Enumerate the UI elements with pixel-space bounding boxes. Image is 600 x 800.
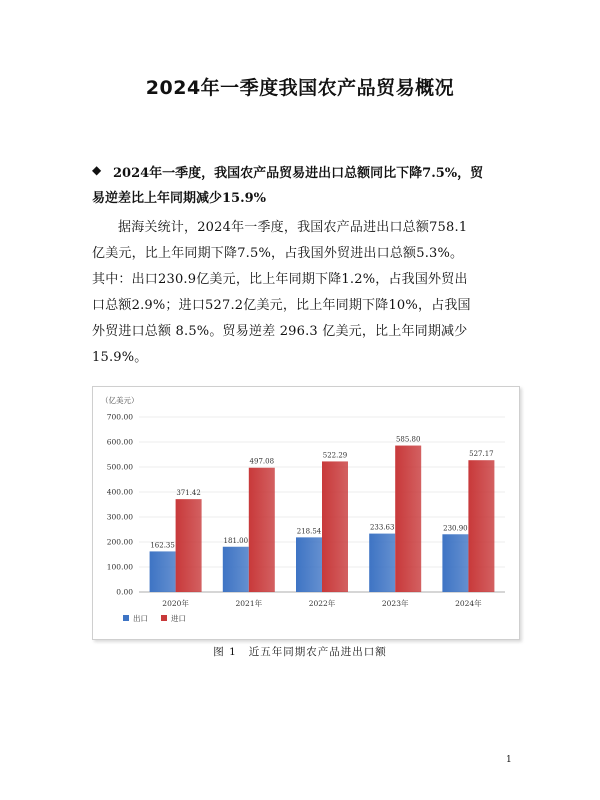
import-value-label: 527.17 bbox=[469, 450, 494, 459]
import-value-label: 522.29 bbox=[322, 451, 348, 460]
body-paragraph bbox=[92, 215, 516, 371]
export-value-label: 230.90 bbox=[443, 524, 468, 533]
import-bar bbox=[468, 460, 494, 592]
export-bar bbox=[442, 534, 468, 592]
section-heading bbox=[92, 161, 513, 211]
import-bar bbox=[395, 446, 421, 592]
y-tick-label: 600.00 bbox=[106, 437, 133, 447]
paragraph-line: 15.9%。 bbox=[92, 350, 148, 365]
figure-label: 图 1 bbox=[213, 646, 237, 658]
import-bar bbox=[322, 461, 348, 592]
export-value-label: 162.35 bbox=[150, 541, 175, 550]
y-tick-label: 700.00 bbox=[106, 412, 133, 422]
legend-label: 出口 bbox=[133, 614, 148, 623]
export-value-label: 233.63 bbox=[369, 523, 395, 532]
import-bar bbox=[249, 468, 275, 592]
paragraph-line: 其中：出口230.9亿美元，比上年同期下降1.2%，占我国外贸出 bbox=[92, 272, 468, 287]
legend-label: 进口 bbox=[171, 614, 186, 623]
section-heading-line-1: 2024年一季度，我国农产品贸易进出口总额同比下降7.5%，贸 bbox=[113, 166, 484, 181]
export-bar bbox=[223, 547, 249, 592]
x-tick-label: 2023年 bbox=[381, 599, 409, 608]
export-value-label: 181.00 bbox=[223, 536, 249, 545]
y-tick-label: 0.00 bbox=[116, 587, 133, 597]
figure-caption-text: 近五年同期农产品进出口额 bbox=[248, 646, 387, 658]
trade-bar-chart bbox=[93, 387, 519, 639]
x-tick-label: 2021年 bbox=[235, 599, 263, 608]
figure-caption bbox=[0, 644, 600, 659]
y-tick-label: 300.00 bbox=[106, 512, 133, 522]
paragraph-line: 亿美元，比上年同期下降7.5%，占我国外贸进出口总额5.3%。 bbox=[92, 246, 464, 261]
legend-swatch bbox=[123, 615, 129, 621]
y-tick-label: 400.00 bbox=[106, 487, 133, 497]
paragraph-line: 据海关统计，2024年一季度，我国农产品进出口总额758.1 bbox=[118, 220, 468, 235]
y-tick-label: 200.00 bbox=[106, 537, 133, 547]
import-value-label: 497.08 bbox=[249, 457, 275, 466]
paragraph-line: 口总额2.9%；进口527.2亿美元，比上年同期下降10%，占我国 bbox=[92, 298, 471, 313]
x-tick-label: 2024年 bbox=[455, 599, 482, 608]
x-tick-label: 2020年 bbox=[162, 599, 189, 608]
export-bar bbox=[296, 537, 322, 592]
section-heading-line-2: 易逆差比上年同期减少15.9% bbox=[92, 191, 267, 206]
legend-swatch bbox=[161, 615, 167, 621]
diamond-bullet-icon: ◆ bbox=[92, 163, 102, 177]
export-bar bbox=[369, 534, 395, 592]
document-title: 2024年一季度我国农产品贸易概况 bbox=[145, 77, 455, 99]
page-number: 1 bbox=[506, 755, 512, 765]
paragraph-line: 外贸进口总额 8.5%。贸易逆差 296.3 亿美元，比上年同期减少 bbox=[92, 324, 468, 339]
export-bar bbox=[150, 551, 176, 592]
import-bar bbox=[176, 499, 202, 592]
y-axis-unit-label: （亿美元） bbox=[101, 396, 139, 405]
import-value-label: 371.42 bbox=[176, 489, 201, 498]
x-tick-label: 2022年 bbox=[308, 599, 336, 608]
export-value-label: 218.54 bbox=[296, 527, 322, 536]
trade-chart-figure bbox=[92, 386, 520, 640]
y-tick-label: 100.00 bbox=[106, 562, 133, 572]
import-value-label: 585.80 bbox=[395, 435, 421, 444]
y-tick-label: 500.00 bbox=[106, 462, 133, 472]
